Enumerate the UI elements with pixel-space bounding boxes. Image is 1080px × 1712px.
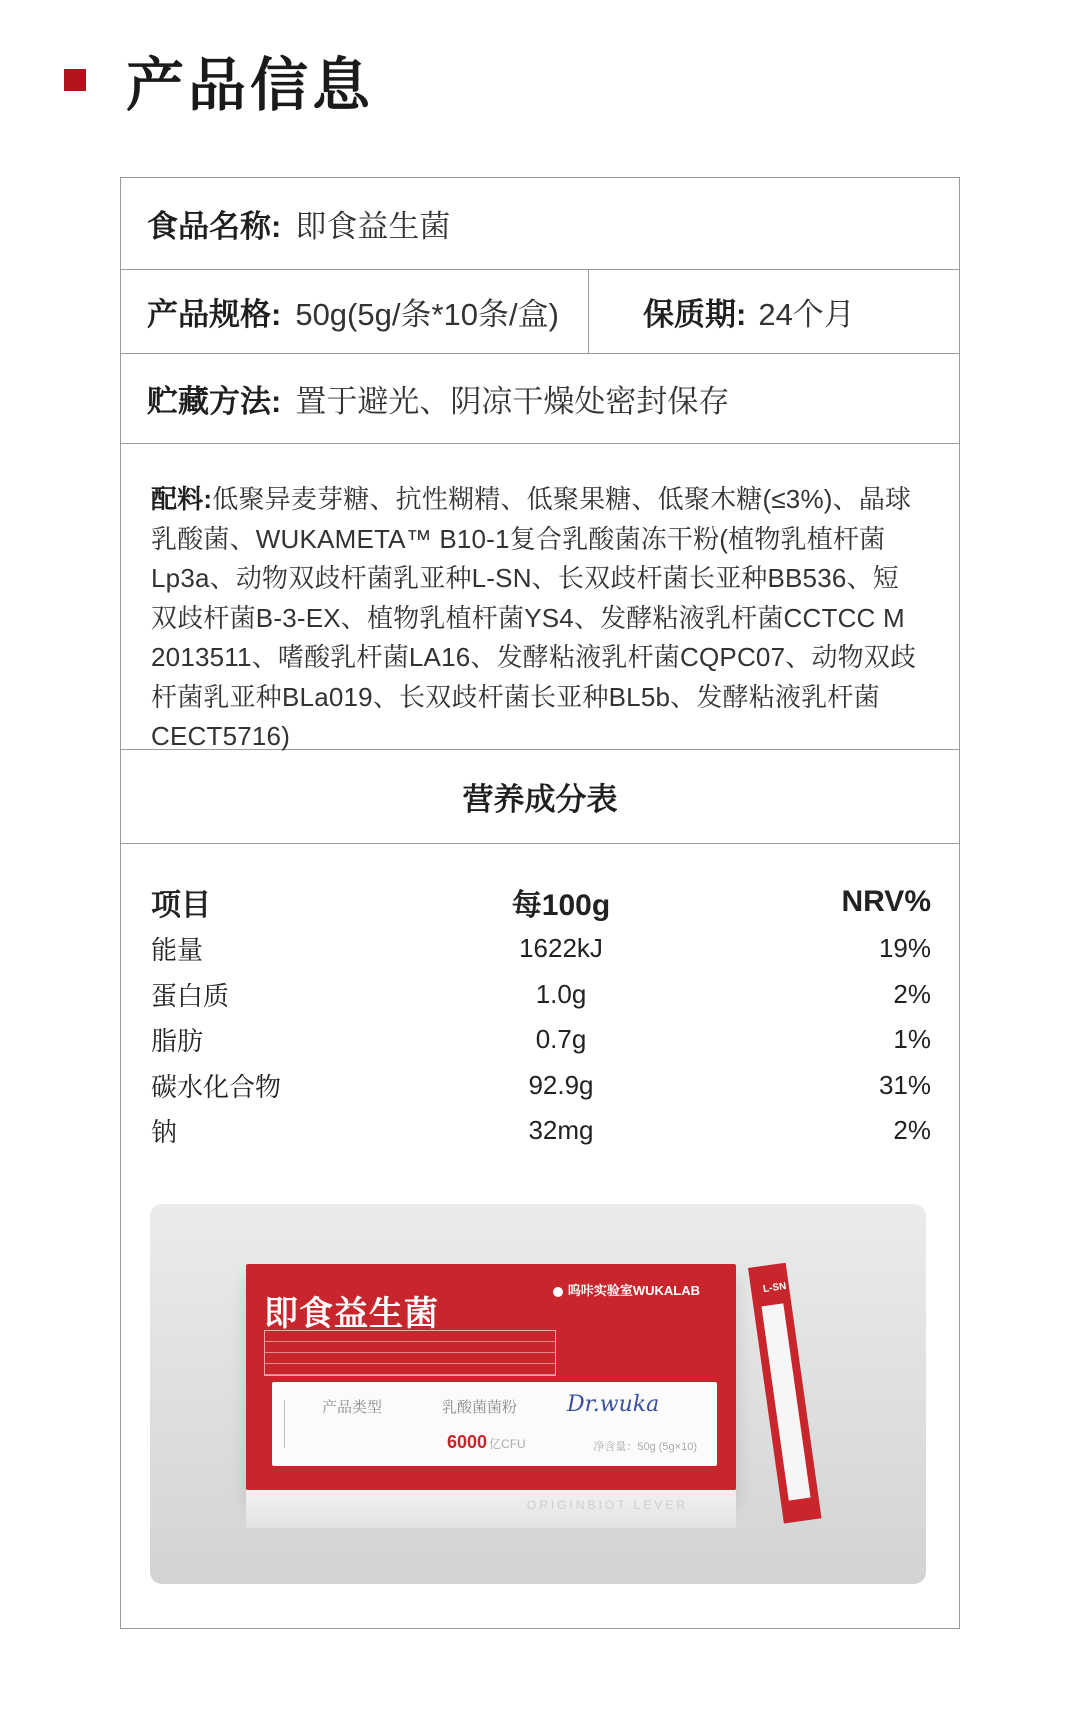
row-storage [121, 354, 959, 444]
box-label-card [272, 1382, 717, 1466]
table-row [151, 1017, 931, 1063]
product-photo [150, 1204, 926, 1584]
shelf-cell [589, 270, 855, 353]
table-row [151, 1108, 931, 1154]
row-food-name [121, 178, 959, 270]
storage-cell [121, 354, 729, 443]
ingredients-label: 配料: [151, 484, 213, 514]
nutrient-name: 碳水化合物 [151, 1071, 282, 1102]
stick-label: L-SN [762, 1280, 788, 1296]
product-box [246, 1264, 736, 1490]
food-name-cell [121, 178, 450, 269]
shelf-value: 24个月 [758, 297, 855, 332]
nutrient-amount: 1622kJ [519, 933, 603, 964]
product-stick [748, 1263, 822, 1524]
nutrient-name: 蛋白质 [151, 980, 230, 1011]
nutrient-name: 钠 [151, 1117, 178, 1148]
nutrition-table [151, 878, 931, 1154]
nutrition-header-row [151, 878, 931, 926]
brand-logo-icon [553, 1287, 563, 1297]
food-name-label: 食品名称: [147, 209, 282, 244]
ingredients-value: 低聚异麦芽糖、抗性糊精、低聚果糖、低聚木糖(≤3%)、晶球乳酸菌、WUKAMETA™ B10-1复合乳酸菌冻干粉(植物乳植杆菌Lp3a、动物双歧杆菌乳亚种L-SN、长双歧杆菌长亚种BB536、短双歧杆菌B-3-EX、植物乳植杆菌YS4、发酵粘液乳杆菌CCTCC M 2013511、嗜酸乳杆菌LA16、发酵粘液乳杆菌CQPC07、动物双歧杆菌乳亚种BLa019、长双歧杆菌长亚种BL5b、发酵粘液乳杆菌CECT5716) [151, 484, 917, 751]
section-title: 产品信息 [126, 53, 375, 118]
box-bottom [246, 1490, 736, 1528]
header-nrv: NRV% [841, 885, 931, 918]
spec-cell [121, 270, 589, 353]
nutrient-nrv: 19% [878, 933, 931, 964]
ingredients-text [121, 444, 959, 757]
shelf-label: 保质期: [643, 297, 747, 332]
box-footer-text: ORIGINBIOT LEVER [526, 1498, 688, 1512]
wave-graphic [284, 1400, 311, 1448]
storage-value: 置于避光、阴凉干燥处密封保存 [295, 384, 730, 419]
header-per100g: 每100g [511, 889, 611, 922]
type-label: 产品类型 [322, 1399, 383, 1416]
brand-text: 呜咔实验室WUKALAB [567, 1283, 700, 1298]
header-item: 项目 [151, 889, 211, 922]
nutrient-nrv: 1% [893, 1024, 931, 1055]
table-row [151, 972, 931, 1018]
table-row [151, 1063, 931, 1109]
net-content: 净含量：50g (5g×10) [593, 1441, 697, 1453]
nutrient-name: 脂肪 [151, 1026, 204, 1057]
row-spec-shelf [121, 270, 959, 354]
cfu-unit: 亿CFU [489, 1437, 526, 1451]
box-product-name: 即食益生菌 [264, 1295, 439, 1333]
row-ingredients [121, 444, 959, 750]
nutrient-amount: 32mg [528, 1115, 594, 1146]
stick-strip [761, 1303, 810, 1500]
table-row [151, 926, 931, 972]
header-square-icon [64, 69, 86, 91]
nutrient-amount: 1.0g [535, 978, 587, 1009]
nutrient-amount: 0.7g [535, 1024, 587, 1055]
row-nutrition-title [121, 750, 959, 844]
type-value: 乳酸菌菌粉 [442, 1399, 518, 1416]
nutrient-nrv: 31% [878, 1069, 931, 1100]
storage-label: 贮藏方法: [147, 384, 282, 419]
box-brand [553, 1280, 700, 1299]
spec-label: 产品规格: [147, 297, 282, 332]
nutrition-title: 营养成分表 [462, 782, 618, 817]
strain-grid [264, 1330, 556, 1376]
spec-value: 50g(5g/条*10条/盒) [295, 297, 559, 332]
nutrient-name: 能量 [151, 935, 204, 966]
food-name-value: 即食益生菌 [295, 209, 451, 244]
nutrient-nrv: 2% [893, 978, 931, 1009]
nutrient-nrv: 2% [893, 1115, 931, 1146]
signature: Dr.wuka [567, 1392, 660, 1417]
cfu-count [447, 1432, 526, 1453]
section-header [64, 40, 374, 120]
cfu-number: 6000 [447, 1432, 488, 1452]
nutrient-amount: 92.9g [528, 1069, 594, 1100]
